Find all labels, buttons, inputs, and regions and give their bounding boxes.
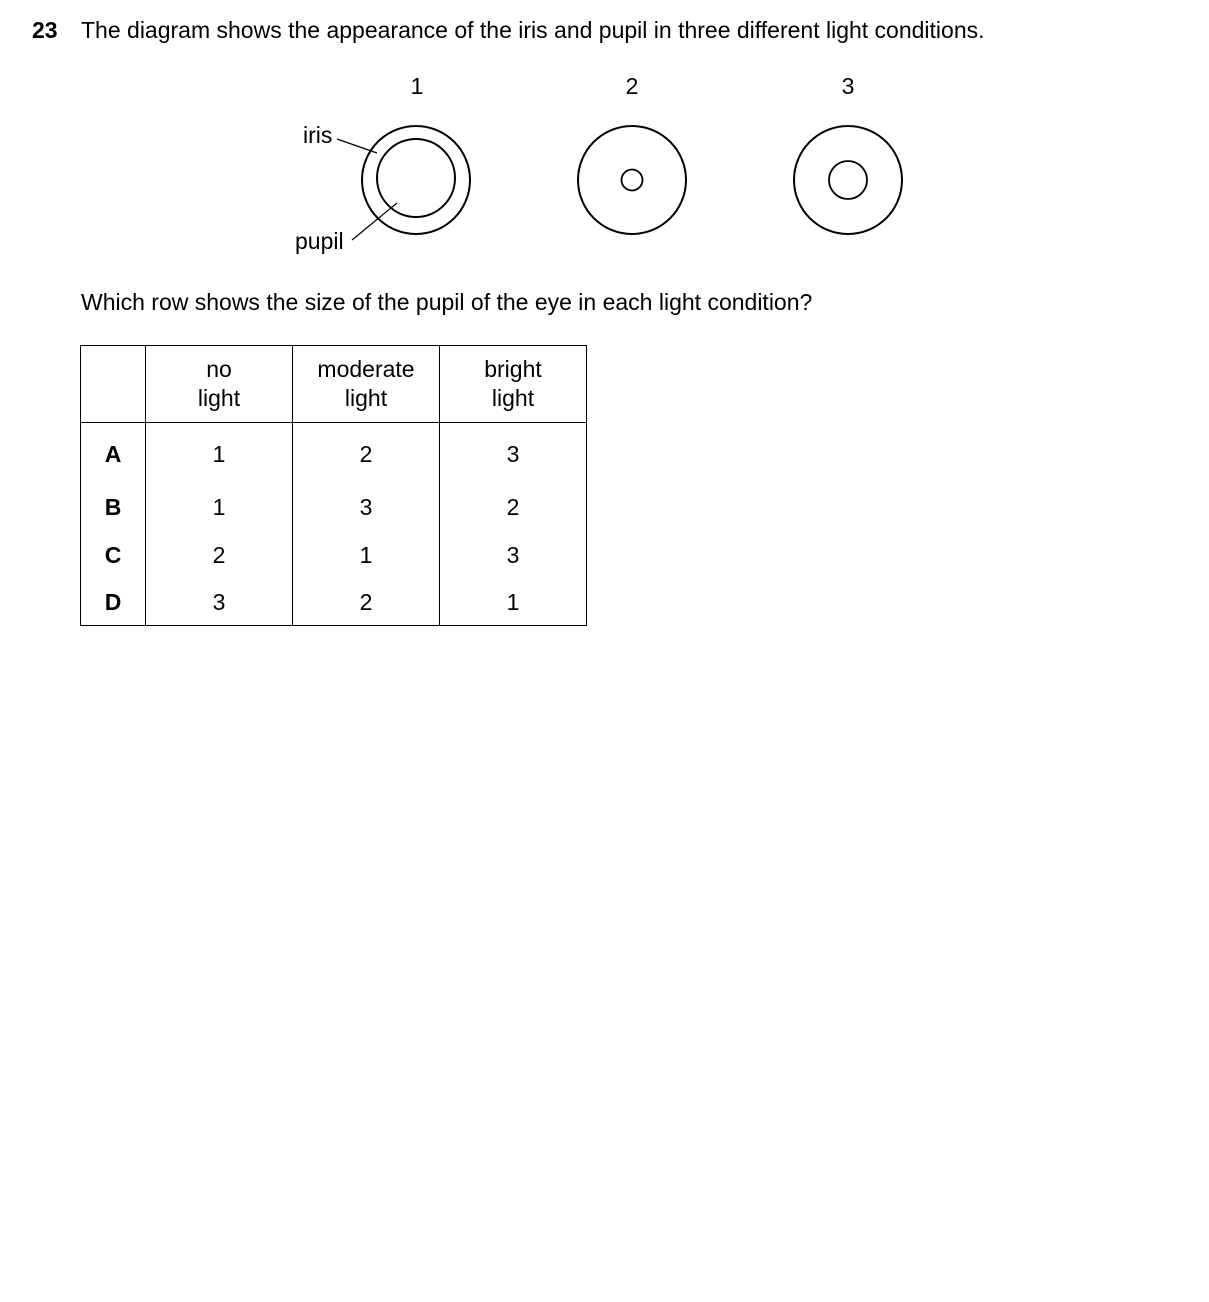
header-line: light bbox=[197, 385, 241, 411]
table-cell: 2 bbox=[293, 579, 440, 626]
table-cell: 2 bbox=[146, 531, 293, 579]
table-row-b bbox=[81, 483, 587, 531]
header-line: light bbox=[344, 385, 388, 411]
table-cell: 2 bbox=[440, 483, 587, 531]
option-letter: A bbox=[81, 423, 146, 484]
table-cell: 1 bbox=[293, 531, 440, 579]
eye-3-iris bbox=[794, 126, 902, 234]
question-prompt: Which row shows the size of the pupil of the eye in each light condition? bbox=[81, 289, 813, 315]
eye-3-pupil bbox=[829, 161, 867, 199]
header-line: bright bbox=[484, 356, 542, 382]
eye-2-label: 2 bbox=[625, 73, 639, 99]
eye-3-label: 3 bbox=[841, 73, 855, 99]
option-letter: C bbox=[81, 531, 146, 579]
header-line: no bbox=[206, 356, 232, 382]
eye-diagram bbox=[0, 0, 1209, 270]
option-letter: D bbox=[81, 579, 146, 626]
header-bright-light bbox=[440, 346, 587, 423]
iris-leader-line bbox=[337, 139, 377, 153]
header-no-light bbox=[146, 346, 293, 423]
table-cell: 2 bbox=[293, 423, 440, 484]
table-cell: 1 bbox=[146, 423, 293, 484]
eye-1-label: 1 bbox=[410, 73, 424, 99]
eye-2-iris bbox=[578, 126, 686, 234]
table-row-a bbox=[81, 423, 587, 484]
eye-2-pupil bbox=[622, 170, 643, 191]
table-row-d bbox=[81, 579, 587, 626]
header-line: moderate bbox=[317, 356, 415, 382]
answer-table bbox=[80, 345, 587, 626]
header-line: light bbox=[491, 385, 535, 411]
table-cell: 1 bbox=[146, 483, 293, 531]
table-row-c bbox=[81, 531, 587, 579]
eye-1-pupil bbox=[377, 139, 455, 217]
table-cell: 1 bbox=[440, 579, 587, 626]
table-cell: 3 bbox=[293, 483, 440, 531]
table-header-row bbox=[81, 346, 587, 423]
option-letter: B bbox=[81, 483, 146, 531]
question-number: 23 bbox=[32, 17, 58, 43]
header-blank-cell bbox=[81, 346, 146, 423]
question-stem: The diagram shows the appearance of the iris and pupil in three different light conditions. bbox=[81, 17, 985, 43]
eye-3 bbox=[794, 126, 902, 234]
pupil-leader-line bbox=[352, 203, 397, 240]
iris-label: iris bbox=[303, 122, 333, 148]
table-cell: 3 bbox=[440, 531, 587, 579]
header-moderate-light bbox=[293, 346, 440, 423]
eye-2 bbox=[578, 126, 686, 234]
table-cell: 3 bbox=[440, 423, 587, 484]
pupil-label: pupil bbox=[295, 228, 344, 254]
table-cell: 3 bbox=[146, 579, 293, 626]
